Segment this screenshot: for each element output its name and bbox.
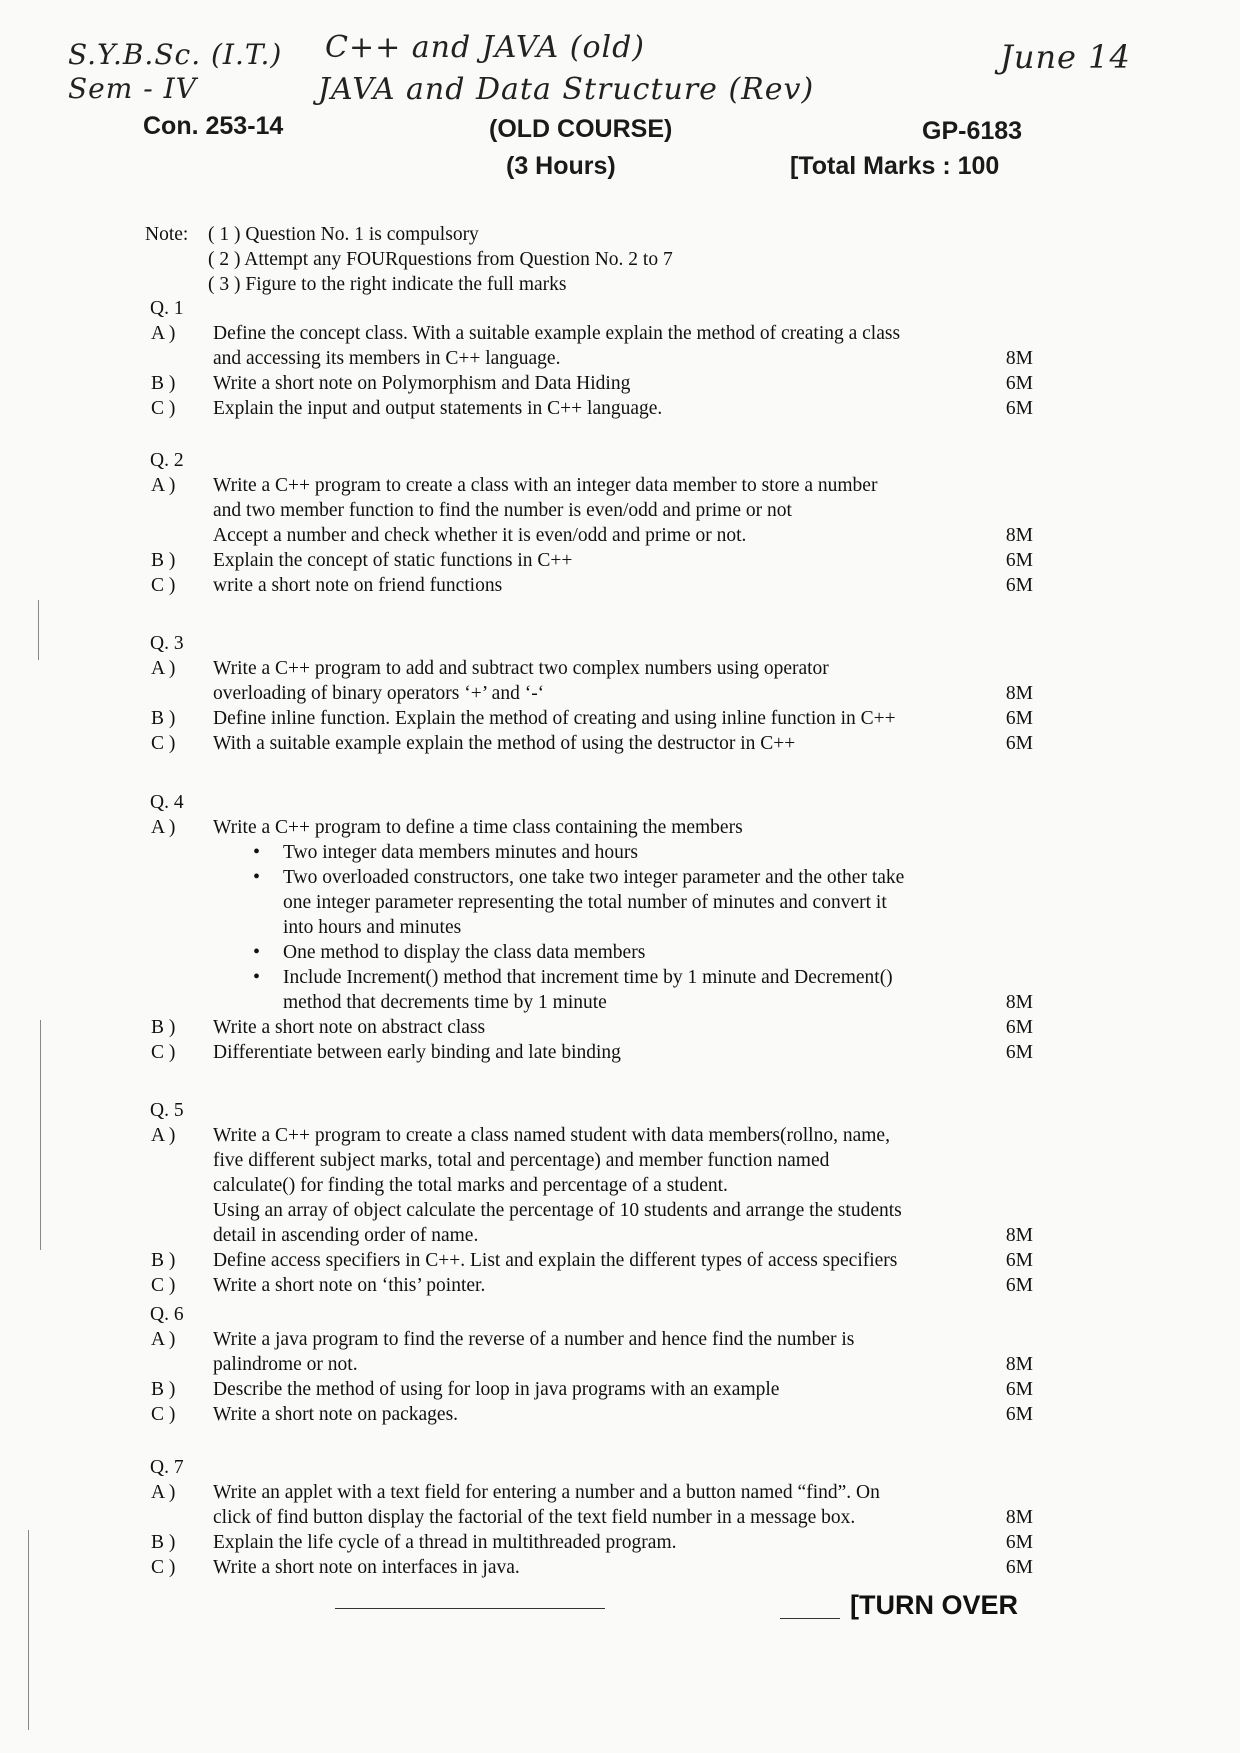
question-3 bbox=[143, 631, 1033, 756]
part-text: Define inline function. Explain the method of creating and using inline function in C++ bbox=[213, 708, 896, 729]
handwritten-semester: Sem - IV bbox=[68, 72, 197, 105]
part-text: calculate() for finding the total marks and percentage of a student. bbox=[213, 1175, 728, 1196]
part-text: Describe the method of using for loop in java programs with an example bbox=[213, 1379, 780, 1400]
part-text: Write a short note on Polymorphism and Data Hiding bbox=[213, 373, 631, 394]
part-text: Write a C++ program to create a class with an integer data member to store a number bbox=[213, 475, 878, 496]
question-number: Q. 2 bbox=[150, 450, 184, 471]
marks: 6M bbox=[1005, 398, 1033, 419]
part-label: A ) bbox=[151, 817, 176, 838]
question-number: Q. 4 bbox=[150, 792, 184, 813]
part-text: palindrome or not. bbox=[213, 1354, 358, 1375]
marks: 6M bbox=[1005, 1250, 1033, 1271]
part-label: A ) bbox=[151, 1329, 176, 1350]
question-1 bbox=[143, 296, 1033, 421]
question-number: Q. 3 bbox=[150, 633, 184, 654]
question-part bbox=[143, 1327, 1033, 1377]
margin-mark bbox=[38, 600, 39, 660]
handwritten-subject-rev: JAVA and Data Structure (Rev) bbox=[318, 72, 815, 107]
question-part bbox=[143, 1273, 1033, 1298]
part-label: B ) bbox=[151, 1250, 176, 1271]
part-text: Write a short note on ‘this’ pointer. bbox=[213, 1275, 486, 1296]
part-label: B ) bbox=[151, 708, 176, 729]
part-text: detail in ascending order of name. bbox=[213, 1225, 479, 1246]
marks: 6M bbox=[1005, 1017, 1033, 1038]
part-text: Write a short note on abstract class bbox=[213, 1017, 486, 1038]
part-text: overloading of binary operators ‘+’ and ‘-‘ bbox=[213, 683, 545, 704]
marks: 8M bbox=[1005, 1507, 1033, 1528]
turn-over-label: [TURN OVER bbox=[850, 1590, 1018, 1620]
question-number: Q. 6 bbox=[150, 1304, 184, 1325]
question-part bbox=[143, 1123, 1033, 1248]
marks: 6M bbox=[1005, 373, 1033, 394]
marks: 6M bbox=[1005, 550, 1033, 571]
question-part bbox=[143, 1402, 1033, 1427]
part-text: Accept a number and check whether it is even/odd and prime or not. bbox=[213, 525, 747, 546]
part-text: Write an applet with a text field for entering a number and a button named “find”. On bbox=[213, 1482, 880, 1503]
marks: 8M bbox=[1005, 1225, 1033, 1246]
question-part bbox=[143, 1530, 1033, 1555]
part-label: C ) bbox=[151, 733, 176, 754]
part-text: five different subject marks, total and percentage) and member function named bbox=[213, 1150, 830, 1171]
handwritten-date: June 14 bbox=[1000, 38, 1131, 76]
note-item: ( 2 ) Attempt any FOURquestions from Question No. 2 to 7 bbox=[208, 249, 673, 270]
question-part bbox=[143, 396, 1033, 421]
course-label: (OLD COURSE) bbox=[489, 115, 673, 143]
marks: 6M bbox=[1005, 1532, 1033, 1553]
marks: 8M bbox=[1005, 525, 1033, 546]
question-part bbox=[143, 706, 1033, 731]
part-text: Write a short note on interfaces in java. bbox=[213, 1557, 520, 1578]
marks: 6M bbox=[1005, 1042, 1033, 1063]
question-number: Q. 7 bbox=[150, 1457, 184, 1478]
question-6 bbox=[143, 1302, 1033, 1427]
part-label: A ) bbox=[151, 323, 176, 344]
note-item: ( 3 ) Figure to the right indicate the full marks bbox=[208, 274, 567, 295]
part-text: Explain the concept of static functions in C++ bbox=[213, 550, 573, 571]
part-text: Write a C++ program to create a class named student with data members(rollno, name, bbox=[213, 1125, 890, 1146]
part-text: and two member function to find the number is even/odd and prime or not bbox=[213, 500, 792, 521]
part-text: Write a java program to find the reverse of a number and hence find the number is bbox=[213, 1329, 855, 1350]
part-label: A ) bbox=[151, 1125, 176, 1146]
list-item: • Two integer data members minutes and hours bbox=[253, 840, 1033, 865]
question-part bbox=[143, 321, 1033, 371]
part-label: A ) bbox=[151, 658, 176, 679]
question-part bbox=[143, 371, 1033, 396]
marks: 8M bbox=[1005, 1354, 1033, 1375]
part-label: C ) bbox=[151, 1042, 176, 1063]
question-part bbox=[143, 1248, 1033, 1273]
question-number: Q. 5 bbox=[150, 1100, 184, 1121]
question-part bbox=[143, 1040, 1033, 1065]
marks: 6M bbox=[1005, 575, 1033, 596]
part-text: Write a C++ program to define a time class containing the members bbox=[213, 817, 743, 838]
question-part bbox=[143, 1377, 1033, 1402]
part-label: C ) bbox=[151, 1404, 176, 1425]
part-label: C ) bbox=[151, 1275, 176, 1296]
duration: (3 Hours) bbox=[506, 152, 616, 180]
question-part bbox=[143, 731, 1033, 756]
question-part bbox=[143, 1015, 1033, 1040]
handwritten-subject-old: C++ and JAVA (old) bbox=[325, 30, 646, 65]
paper-code: GP-6183 bbox=[922, 117, 1023, 145]
list-item: • Two overloaded constructors, one take two integer parameter and the other take one integer parameter representing the total number of minutes and convert it into hours and minutes bbox=[253, 865, 1033, 940]
question-2 bbox=[143, 448, 1033, 598]
part-label: A ) bbox=[151, 1482, 176, 1503]
part-label: B ) bbox=[151, 550, 176, 571]
member-list bbox=[213, 840, 1033, 1015]
question-5 bbox=[143, 1098, 1033, 1298]
question-part bbox=[143, 1555, 1033, 1580]
part-text: Explain the input and output statements in C++ language. bbox=[213, 398, 663, 419]
part-text: With a suitable example explain the method of using the destructor in C++ bbox=[213, 733, 796, 754]
marks: 6M bbox=[1005, 1275, 1033, 1296]
part-label: A ) bbox=[151, 475, 176, 496]
question-4 bbox=[143, 790, 1033, 1065]
margin-mark bbox=[40, 1020, 41, 1250]
part-label: B ) bbox=[151, 1532, 176, 1553]
part-label: C ) bbox=[151, 575, 176, 596]
part-text: Using an array of object calculate the percentage of 10 students and arrange the students bbox=[213, 1200, 902, 1221]
question-part bbox=[143, 656, 1033, 706]
part-text: write a short note on friend functions bbox=[213, 575, 503, 596]
question-part bbox=[143, 573, 1033, 598]
list-item: • One method to display the class data members bbox=[253, 940, 1033, 965]
part-text: Write a short note on packages. bbox=[213, 1404, 459, 1425]
question-number: Q. 1 bbox=[150, 298, 184, 319]
part-text: Define access specifiers in C++. List and explain the different types of access specifiers bbox=[213, 1250, 898, 1271]
marks: 6M bbox=[1005, 708, 1033, 729]
marks: 6M bbox=[1005, 1379, 1033, 1400]
marks: 8M bbox=[1005, 992, 1033, 1013]
divider bbox=[780, 1618, 840, 1619]
note-item: ( 1 ) Question No. 1 is compulsory bbox=[208, 224, 479, 245]
part-text: click of find button display the factorial of the text field number in a message box. bbox=[213, 1507, 856, 1528]
total-marks: [Total Marks : 100 bbox=[790, 152, 1000, 180]
note-label: Note: bbox=[145, 224, 189, 245]
note-block bbox=[145, 222, 945, 297]
marks: 8M bbox=[1005, 348, 1033, 369]
marks: 6M bbox=[1005, 733, 1033, 754]
marks: 8M bbox=[1005, 683, 1033, 704]
part-label: C ) bbox=[151, 398, 176, 419]
handwritten-class: S.Y.B.Sc. (I.T.) bbox=[68, 38, 283, 71]
question-part bbox=[143, 548, 1033, 573]
part-label: B ) bbox=[151, 1017, 176, 1038]
question-part bbox=[143, 1480, 1033, 1530]
part-text: Explain the life cycle of a thread in multithreaded program. bbox=[213, 1532, 677, 1553]
part-label: C ) bbox=[151, 1557, 176, 1578]
question-part bbox=[143, 815, 1033, 1015]
marks: 6M bbox=[1005, 1404, 1033, 1425]
marks: 6M bbox=[1005, 1557, 1033, 1578]
part-text: Write a C++ program to add and subtract two complex numbers using operator bbox=[213, 658, 829, 679]
question-part bbox=[143, 473, 1033, 548]
list-item: • Include Increment() method that increment time by 1 minute and Decrement() method that decrements time by 1 minute 8M bbox=[253, 965, 1033, 1015]
margin-mark bbox=[28, 1530, 29, 1730]
question-7 bbox=[143, 1455, 1033, 1580]
part-text: and accessing its members in C++ language. bbox=[213, 348, 561, 369]
part-label: B ) bbox=[151, 373, 176, 394]
part-text: Define the concept class. With a suitable example explain the method of creating a class bbox=[213, 323, 901, 344]
divider bbox=[335, 1608, 605, 1609]
part-text: Differentiate between early binding and late binding bbox=[213, 1042, 621, 1063]
part-label: B ) bbox=[151, 1379, 176, 1400]
con-number: Con. 253-14 bbox=[143, 112, 284, 140]
